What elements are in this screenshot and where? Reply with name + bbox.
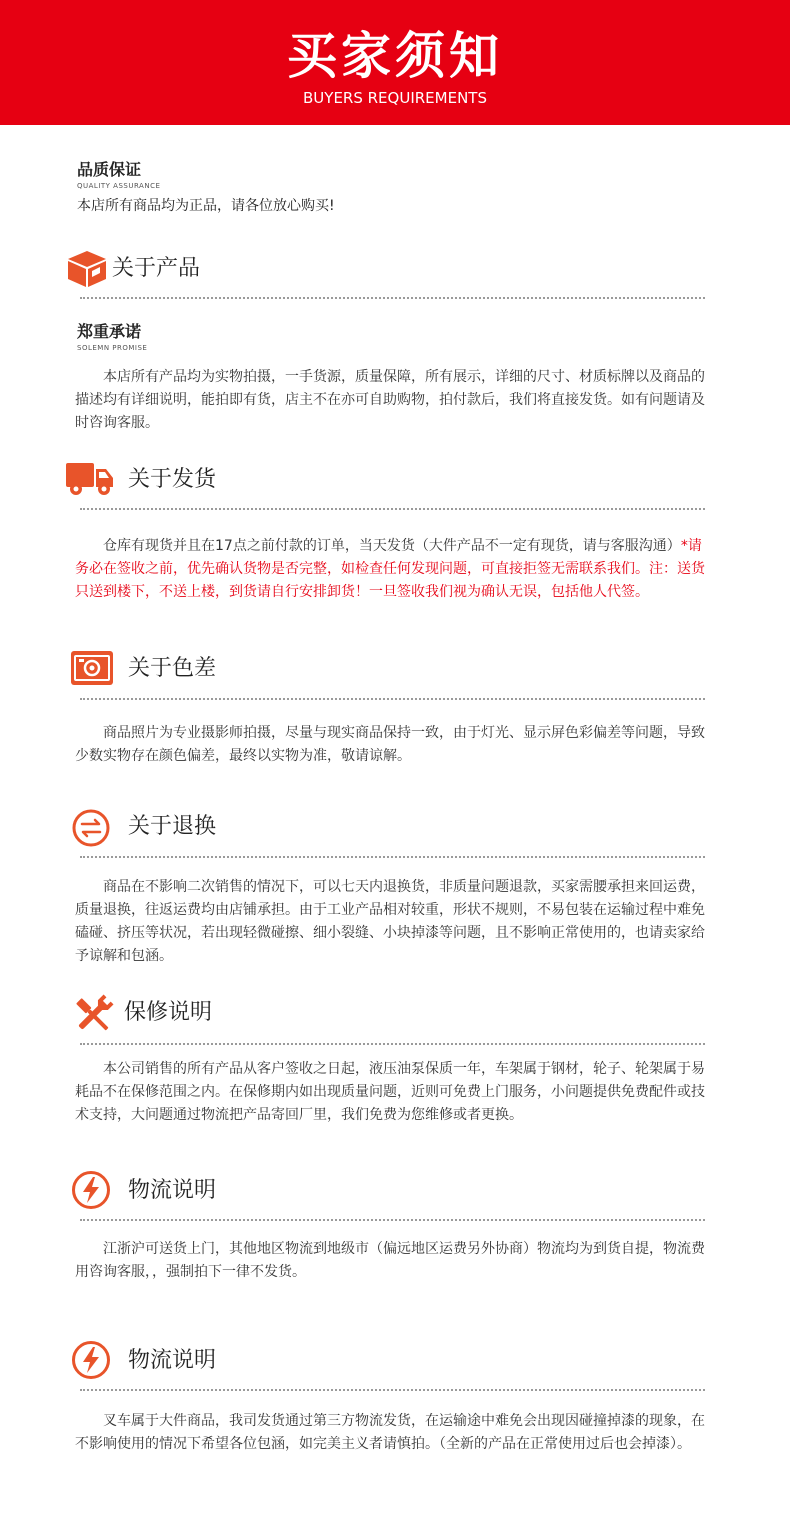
section-title-warranty: 保修说明	[124, 1000, 213, 1025]
logistics-2-text: 叉车属于大件商品，我司发货通过第三方物流发货，在运输途中难免会出现因碰撞掉漆的现象，在不影响使用的情况下希望各位包涵，如完美主义者请慎拍。（全新的产品在正常使用过后也会掉漆）。	[75, 1413, 705, 1452]
page-title: 买家须知	[287, 27, 503, 85]
divider	[80, 698, 705, 700]
lightning-icon	[71, 1340, 111, 1384]
divider	[80, 297, 705, 299]
divider	[80, 1389, 705, 1391]
quality-title: 品质保证	[77, 160, 142, 179]
shipping-text-warning: *请务必在签收之前，优先确认货物是否完整，如检查任何发现问题，可直接拒签无需联系我们。注：送货只送到楼下，不送上楼，到货请自行安排卸货！一旦签收我们视为确认无误，包括他人代签。	[75, 538, 705, 600]
truck-icon	[66, 463, 114, 501]
color-text: 商品照片为专业摄影师拍摄，尽量与现实商品保持一致，由于灯光、显示屏色彩偏差等问题，导致少数实物存在颜色偏差，最终以实物为准，敬请谅解。	[75, 725, 705, 764]
divider	[80, 856, 705, 858]
shipping-text-normal: 仓库有现货并且在17点之前付款的订单，当天发货（大件产品不一定有现货，请与客服沟通）	[103, 538, 681, 554]
camera-icon	[71, 651, 113, 689]
quality-text: 本店所有商品均为正品，请各位放心购买!	[77, 198, 335, 214]
divider	[80, 1219, 705, 1221]
returns-text: 商品在不影响二次销售的情况下，可以七天内退换货，非质量问题退款，买家需腰承担来回运费，质量退换，往返运费均由店铺承担。由于工业产品相对较重，形状不规则，不易包装在运输过程中难免磕碰、挤压等状况，若出现轻微碰擦、细小裂缝、小块掉漆等问题，且不影响正常使用的，也请卖家给予谅解和包涵。	[75, 879, 705, 964]
quality-subtitle: QUALITY ASSURANCE	[77, 182, 161, 190]
page-header	[0, 0, 790, 125]
tools-icon	[70, 993, 116, 1041]
page-subtitle: BUYERS REQUIREMENTS	[303, 89, 487, 107]
promise-title: 郑重承诺	[77, 322, 142, 341]
section-title-logistics: 物流说明	[128, 1178, 217, 1203]
product-text: 本店所有产品均为实物拍摄，一手货源，质量保障，所有展示，详细的尺寸、材质标牌以及商品的描述均有详细说明，能拍即有货，店主不在亦可自助购物，拍付款后，我们将直接发货。如有问题请及时咨询客服。	[75, 369, 705, 431]
section-title-shipping: 关于发货	[128, 467, 217, 492]
exchange-icon	[71, 809, 111, 851]
section-title-color: 关于色差	[128, 656, 217, 681]
warranty-text: 本公司销售的所有产品从客户签收之日起，液压油泵保质一年，车架属于钢材，轮子、轮架属于易耗品不在保修范围之内。在保修期内如出现质量问题，近则可免费上门服务，小问题提供免费配件或技术支持，大问题通过物流把产品寄回厂里，我们免费为您维修或者更换。	[75, 1061, 705, 1123]
section-title-logistics-2: 物流说明	[128, 1348, 217, 1373]
section-title-returns: 关于退换	[128, 814, 217, 839]
logistics-text: 江浙沪可送货上门，其他地区物流到地级市（偏远地区运费另外协商）物流均为到货自提，物流费用咨询客服，，强制拍下一律不发货。	[75, 1241, 705, 1280]
shipping-text	[75, 535, 705, 604]
divider	[80, 1043, 705, 1045]
lightning-icon	[71, 1170, 111, 1214]
section-title-product: 关于产品	[112, 256, 201, 281]
box-icon	[66, 249, 108, 293]
divider	[80, 508, 705, 510]
promise-subtitle: SOLEMN PROMISE	[77, 344, 148, 352]
